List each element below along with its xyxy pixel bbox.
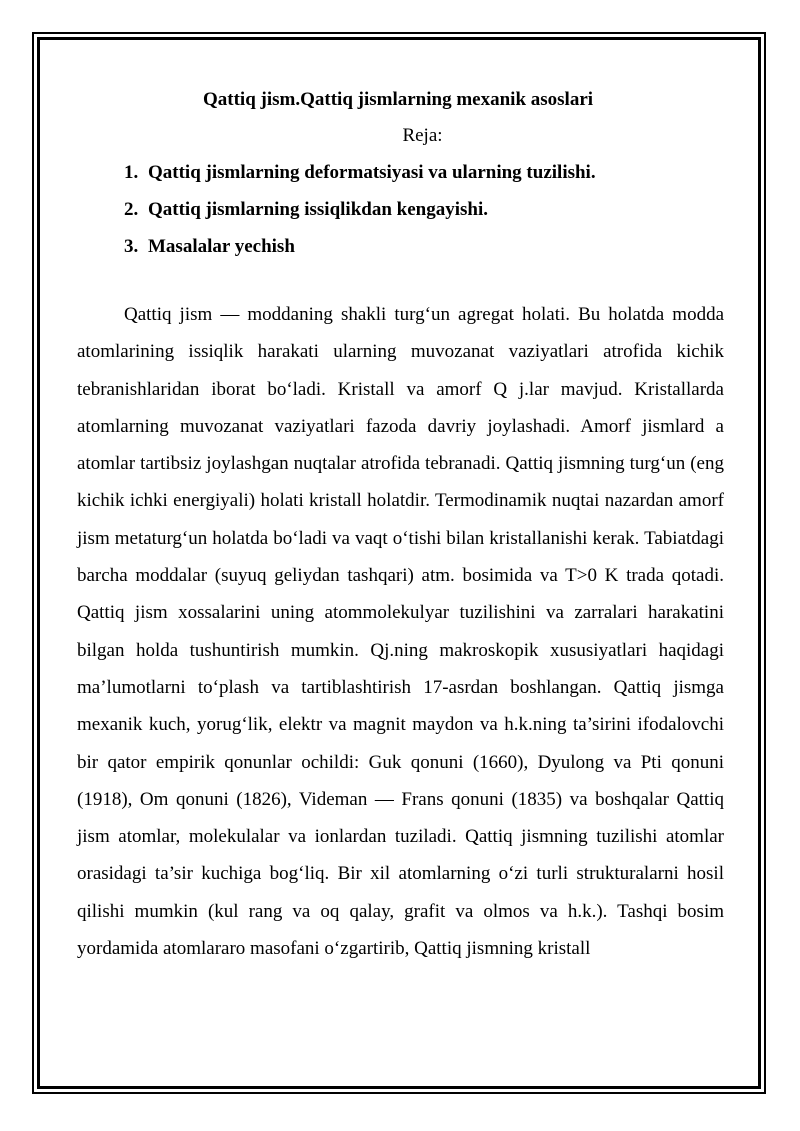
plan-heading: Reja: [402, 125, 443, 146]
body-paragraph: Qattiq jism — moddaning shakli turg‘un agregat holati. Bu holatda modda atomlarining issiqlik harakati ularning muvozanat vaziyatlari atrofida kichik tebranishlaridan iborat bo‘ladi. Kristall va amorf Q j.lar mavjud. Kristallarda atomlarning muvozanat vaziyatlari fazoda davriy joylashadi. Amorf jismlard a atomlar tartibsiz joylashgan nuqtalar atrofida tebranadi. Qattiq jismning turg‘un (eng kichik ichki energiyali) holati kristall holatdir. Termodinamik nuqtai nazardan amorf jism metaturg‘un holatda bo‘ladi va vaqt o‘tishi bilan kristallanishi kerak. Tabiatdagi barcha moddalar (suyuq geliydan tashqari) atm. bosimida va T>0 K trada qotadi. Qattiq jism xossalarini uning atommolekulyar tuzilishini va zarralari harakatini bilgan holda tushuntirish mumkin. Qj.ning makroskopik xususiyatlari haqidagi ma’lumotlarni to‘plash va tartiblashtirish 17-asrdan boshlangan. Qattiq jismga mexanik kuch, yorug‘lik, elektr va magnit maydon va h.k.ning ta’sirini ifodalovchi bir qator empirik qonunlar ochildi: Guk qonuni (1660), Dyulong va Pti qonuni (1918), Om qonuni (1826), Videman — Frans qonuni (1835) va boshqalar Qattiq jism atomlar, molekulalar va ionlardan tuziladi. Qattiq jismning tuzilishi atomlar orasidagi ta’sir kuchiga bog‘liq. Bir xil atomlarning o‘zi turli strukturalarni hosil qilishi mumkin (kul rang va oq qalay, grafit va olmos va h.k.). Tashqi bosim yordamida atomlararo masofani o‘zgartirib, Qattiq jismning kristall [77, 304, 724, 960]
page-content [77, 82, 724, 986]
document-title: Qattiq jism.Qattiq jismlarning mexanik asoslari [203, 89, 594, 110]
plan-item-text: Qattiq jismlarning issiqlikdan kengayishi. [148, 199, 488, 220]
plan-item-3 [77, 228, 724, 265]
plan-item-number: 1. [124, 162, 139, 183]
plan-item-1 [77, 154, 724, 191]
plan-item-2 [77, 191, 724, 228]
plan-item-number: 3. [124, 236, 139, 257]
plan-item-text: Masalalar yechish [148, 236, 295, 257]
plan-item-text: Qattiq jismlarning deformatsiyasi va ularning tuzilishi. [148, 162, 596, 183]
plan-list [77, 154, 724, 265]
plan-item-number: 2. [124, 199, 139, 220]
